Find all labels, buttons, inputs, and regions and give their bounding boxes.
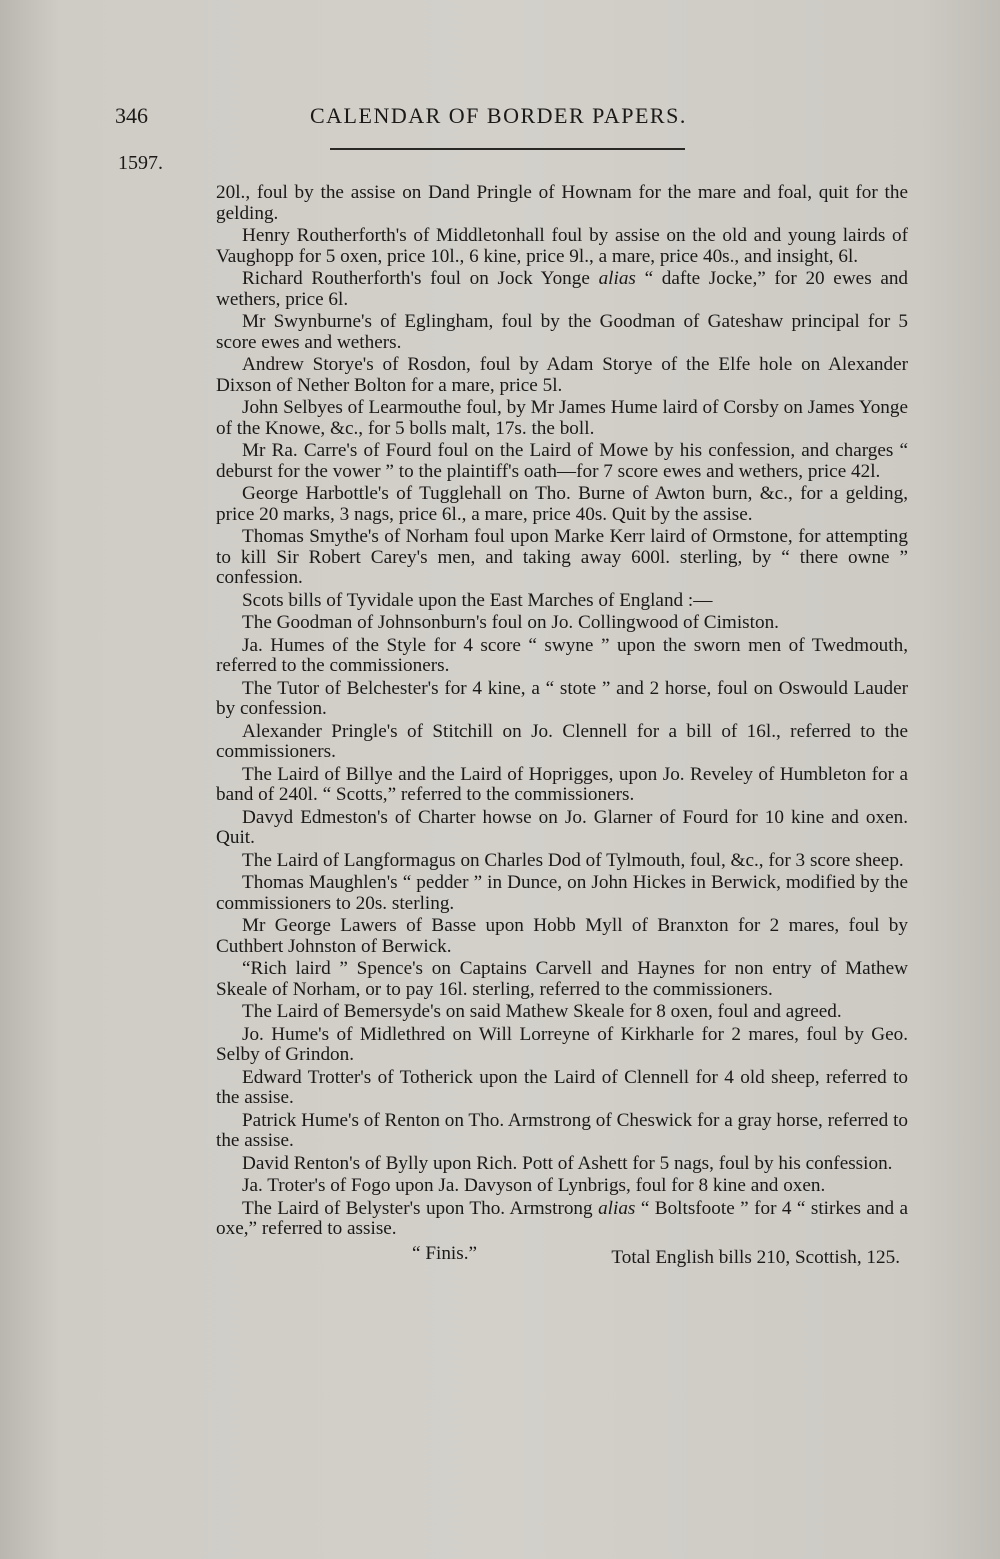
entry: Richard Routherforth's foul on Jock Yonge alias “ dafte Jocke,” for 20 ewes and wethers, price 6l. — [216, 268, 909, 310]
running-title: CALENDAR OF BORDER PAPERS. — [310, 103, 687, 128]
entry: The Laird of Billye and the Laird of Hoprigges, upon Jo. Reveley of Humbleton for a band of 240l. “ Scotts,” referred to the commissioners. — [216, 763, 908, 805]
entry: Davyd Edmeston's of Charter howse on Jo. Glarner of Fourd for 10 kine and oxen. Quit. — [216, 806, 908, 848]
finis-label: “ Finis.” — [412, 1242, 478, 1264]
entry: Jo. Hume's of Midlethred on Will Lorreyne of Kirkharle for 2 mares, foul by Geo. Selby of Grindon. — [216, 1023, 908, 1065]
entry: Ja. Humes of the Style for 4 score “ swyne ” upon the sworn men of Twedmouth, referred to the commissioners. — [216, 634, 908, 676]
entry: The Tutor of Belchester's for 4 kine, a “ stote ” and 2 horse, foul on Oswould Lauder by confession. — [216, 677, 908, 719]
year-marker: 1597. — [118, 152, 163, 174]
header-rule — [330, 148, 685, 150]
entry: Scots bills of Tyvidale upon the East Marches of England :— — [242, 589, 713, 611]
alias-word: alias — [598, 268, 636, 289]
entry: 20l., foul by the assise on Dand Pringle of Hownam for the mare and foal, quit for the gelding. — [216, 182, 908, 224]
entry: The Laird of Belyster's upon Tho. Armstrong alias “ Boltsfoote ” for 4 “ stirkes and a oxe,” referred to assise. — [216, 1197, 909, 1239]
entry: Andrew Storye's of Rosdon, foul by Adam Storye of the Elfe hole on Alexander Dixson of Nether Bolton for a mare, price 5l. — [216, 354, 908, 396]
entry: Henry Routherforth's of Middletonhall foul by assise on the old and young lairds of Vaughopp for 5 oxen, price 10l., 6 kine, price 9l., a mare, price 40s., and insight, 6l. — [216, 225, 908, 267]
entry: The Laird of Langformagus on Charles Dod of Tylmouth, foul, &c., for 3 score sheep. — [242, 849, 904, 871]
bill-totals: Total English bills 210, Scottish, 125. — [611, 1246, 900, 1268]
body-text — [216, 183, 908, 1268]
entry: Edward Trotter's of Totherick upon the Laird of Clennell for 4 old sheep, referred to the assise. — [216, 1066, 908, 1108]
entry: Alexander Pringle's of Stitchill on Jo. Clennell for a bill of 16l., referred to the commissioners. — [216, 720, 908, 762]
entry: Thomas Smythe's of Norham foul upon Marke Kerr laird of Ormstone, for attempting to kill Sir Robert Carey's men, and taking away 600l. sterling, by “ there owne ” confession. — [216, 526, 908, 588]
entry: “Rich laird ” Spence's on Captains Carvell and Haynes for non entry of Mathew Skeale of Norham, or to pay 16l. sterling, referred to the commissioners. — [216, 958, 908, 1000]
page-number: 346 — [115, 103, 148, 128]
entry: Mr Swynburne's of Eglingham, foul by the Goodman of Gateshaw principal for 5 score ewes and wethers. — [216, 311, 908, 353]
entry: Mr George Lawers of Basse upon Hobb Myll of Branxton for 2 mares, foul by Cuthbert Johnston of Berwick. — [216, 915, 908, 957]
entry: The Laird of Bemersyde's on said Mathew Skeale for 8 oxen, foul and agreed. — [242, 1001, 842, 1022]
entry: Thomas Maughlen's “ pedder ” in Dunce, on John Hickes in Berwick, modified by the commissioners to 20s. sterling. — [216, 872, 908, 914]
alias-word: alias — [598, 1197, 636, 1219]
entry: Mr Ra. Carre's of Fourd foul on the Laird of Mowe by his confession, and charges “ deburst for the vower ” to the plaintiff's oath—for 7 score ewes and wethers, price 42l. — [216, 440, 908, 482]
entry: Patrick Hume's of Renton on Tho. Armstrong of Cheswick for a gray horse, referred to the assise. — [216, 1109, 908, 1151]
closing-line — [216, 1244, 908, 1268]
page-header — [115, 103, 715, 143]
entry: The Goodman of Johnsonburn's foul on Jo. Collingwood of Cimiston. — [242, 612, 779, 633]
entry: John Selbyes of Learmouthe foul, by Mr James Hume laird of Corsby on James Yonge of the Knowe, &c., for 5 bolls malt, 17s. the boll. — [216, 397, 908, 439]
entry: David Renton's of Bylly upon Rich. Pott of Ashett for 5 nags, foul by his confession. — [242, 1152, 893, 1174]
entry: Ja. Troter's of Fogo upon Ja. Davyson of Lynbrigs, foul for 8 kine and oxen. — [242, 1175, 826, 1196]
entry: George Harbottle's of Tugglehall on Tho. Burne of Awton burn, &c., for a gelding, price 20 marks, 3 nags, price 6l., a mare, price 40s. Quit by the assise. — [216, 483, 908, 525]
